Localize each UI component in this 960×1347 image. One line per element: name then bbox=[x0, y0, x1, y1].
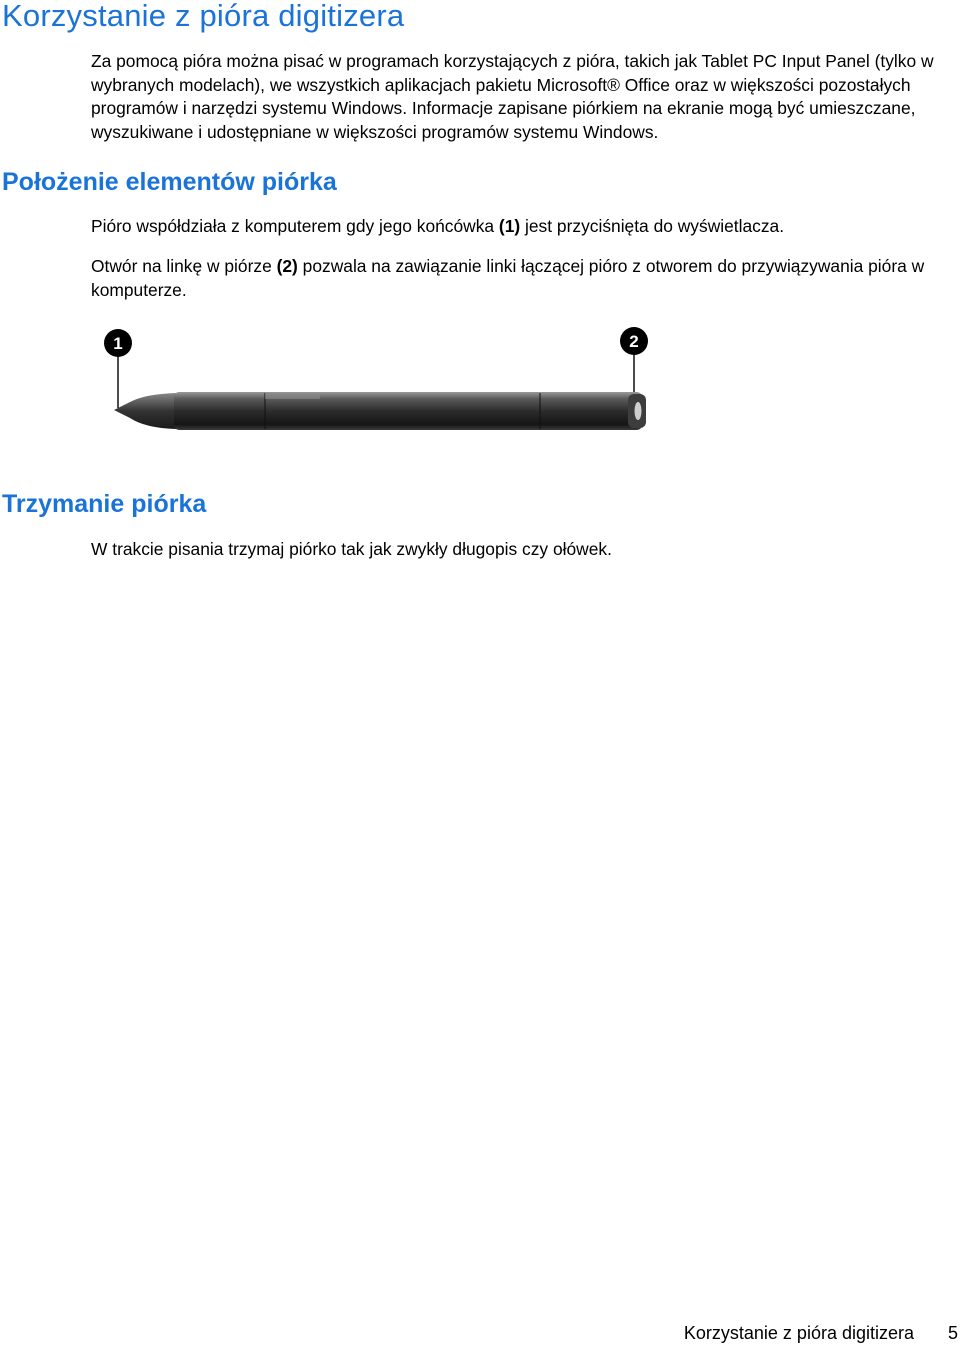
callout-2-label: 2 bbox=[629, 332, 639, 351]
tether-hole-paragraph bbox=[91, 255, 960, 302]
pen-illustration bbox=[100, 322, 660, 442]
page-title: Korzystanie z pióra digitizera bbox=[2, 0, 405, 33]
pen-tip-paragraph bbox=[91, 215, 960, 239]
callout-ref-1: (1) bbox=[498, 216, 521, 236]
callout-ref-2: (2) bbox=[276, 256, 298, 276]
callout-1 bbox=[104, 329, 132, 357]
tether-text-before: Otwór na linkę w piórze bbox=[91, 256, 277, 276]
pen-tip-text-before: Pióro współdziała z komputerem gdy jego końcówka bbox=[91, 216, 499, 236]
tether-hole bbox=[635, 402, 642, 420]
callout-2 bbox=[620, 327, 648, 355]
section-heading-holding-pen: Trzymanie piórka bbox=[2, 490, 207, 518]
pen-tip bbox=[114, 393, 176, 429]
pen-button bbox=[265, 393, 320, 399]
page-number: 5 bbox=[947, 1323, 958, 1343]
holding-pen-paragraph: W trakcie pisania trzymaj piórko tak jak zwykły długopis czy ołówek. bbox=[91, 539, 612, 559]
footer-title: Korzystanie z pióra digitizera bbox=[683, 1323, 914, 1343]
pen-svg bbox=[100, 322, 660, 442]
page-footer bbox=[0, 1323, 960, 1347]
pen-tip-text-after: jest przyciśnięta do wyświetlacza. bbox=[520, 216, 785, 236]
pen-barrel bbox=[174, 392, 642, 430]
section-heading-pen-components: Położenie elementów piórka bbox=[2, 168, 337, 196]
tether-text-after: pozwala na zawiązanie linki łączącej pióro z otworem do przywiązywania pióra w komputerze. bbox=[91, 256, 925, 300]
intro-paragraph: Za pomocą pióra można pisać w programach korzystających z pióra, takich jak Tablet PC Input Panel (tylko w wybranych modelach), we wszystkich aplikacjach pakietu Microsoft® Office oraz w większości pozostałych programów i narzędzi systemu Windows. Informacje zapisane piórkiem na ekranie mogą być umieszczane, wyszukiwane i udostępniane w większości programów systemu Windows. bbox=[91, 51, 934, 142]
callout-1-label: 1 bbox=[113, 334, 123, 353]
